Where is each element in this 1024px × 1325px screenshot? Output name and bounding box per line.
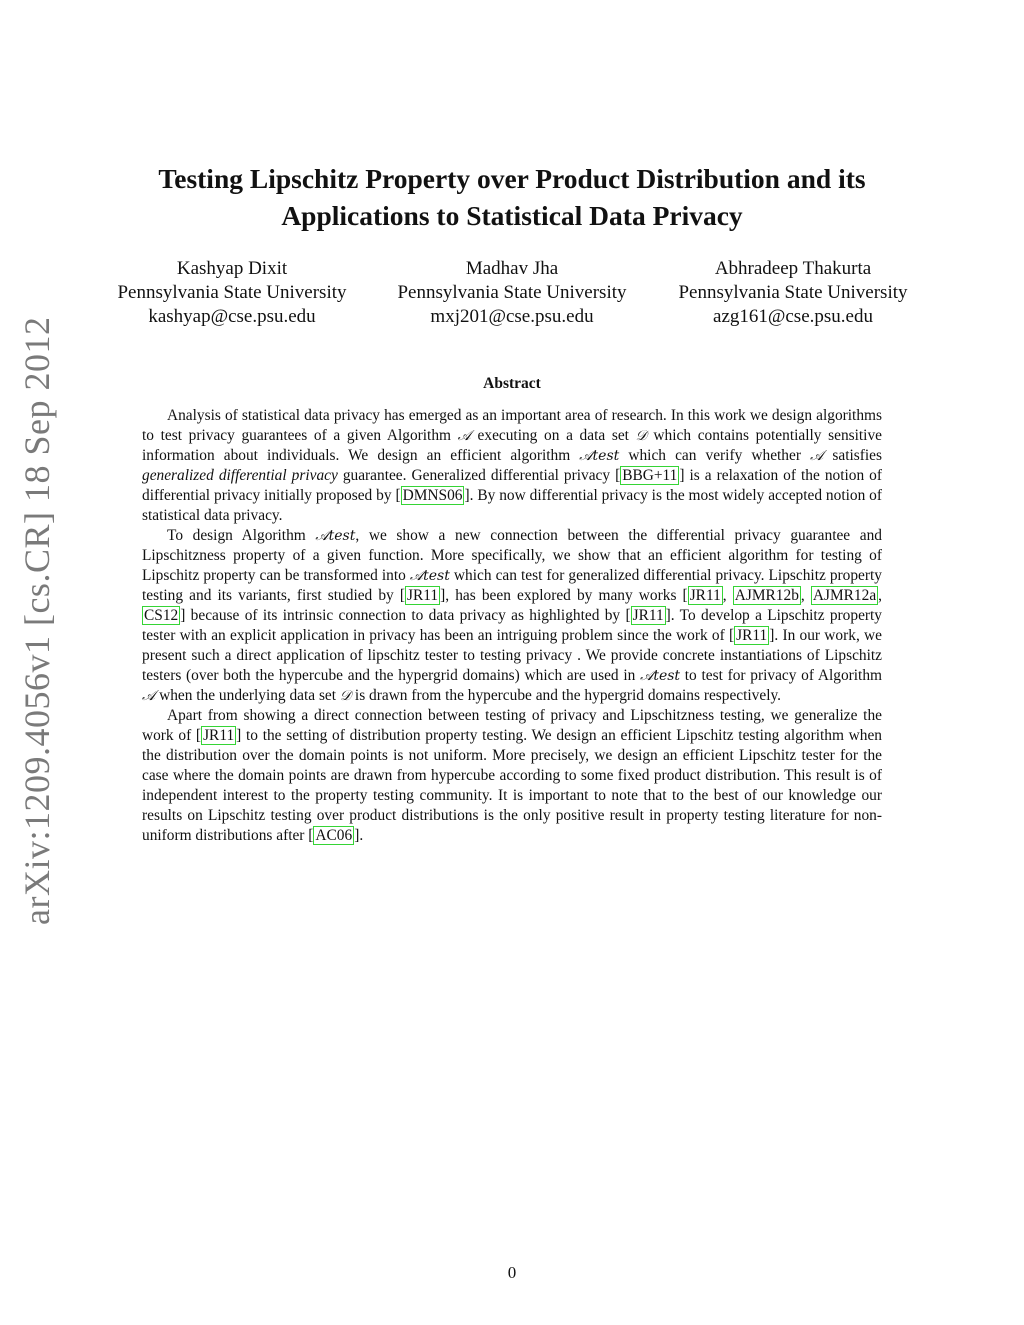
citation-link[interactable]: BBG+11 (622, 467, 678, 484)
citation-link[interactable]: AC06 (315, 827, 353, 844)
text-run: ]. In our work, we present such a direct application of lipschitz tester to testing privacy . We provide concrete instantiations of Lipschitz testers (over both the hypercube and the hypergrid domains) which are used in (142, 627, 882, 684)
text-run: ]. To develop a Lipschitz property tester with an explicit application in privacy has been an intriguing problem since the work of [ (142, 607, 882, 644)
text-run: ] to the setting of distribution property testing. We design an efficient Lipschitz testing algorithm when the distribution over the domain points is not uniform. More precisely, we design an efficient Lipschitz tester for the case where the domain points are drawn from hypercube according to some fixed product distribution. This result is of independent interest to the property testing community. It is important to note that to the best of our knowledge our results on Lipschitz testing over product distributions is the only positive result in property testing literature for non-uniform distributions after [ (142, 727, 882, 844)
math-symbol: 𝒜 (142, 688, 156, 704)
citation-link[interactable]: CS12 (144, 607, 179, 624)
text-run: ] because of its intrinsic connection to data privacy as highlighted by [ (180, 607, 631, 624)
text-run: executing on a data set (470, 427, 636, 444)
text-run: ] is a relaxation of the notion of differential privacy initially proposed by [ (142, 467, 882, 504)
author-name: Madhav Jha (465, 258, 559, 279)
text-run: , we show a new connection between the differential privacy guarantee and Lipschitzness property of a given function. More specifically, we show that an efficient algorithm for testing of Lipschitz property can be transformed into (142, 527, 882, 584)
citation-link[interactable]: JR11 (407, 587, 439, 604)
text-run: which can test for generalized differential privacy. Lipschitz property testing and its variants, first studied by [ (142, 567, 882, 604)
text-run: ], has been explored by many works [ (440, 587, 688, 604)
author-block-3 (643, 257, 943, 329)
text-run: guarantee. Generalized differential privacy [ (337, 467, 621, 484)
citation-link[interactable]: AJMR12a (812, 587, 877, 604)
citation-link[interactable]: JR11 (203, 727, 235, 744)
author-affiliation: Pennsylvania State University (397, 282, 627, 303)
text-run: To design Algorithm (167, 527, 316, 544)
abstract-paragraph-1 (142, 406, 882, 526)
math-symbol: 𝒜test (409, 568, 450, 584)
author-email: mxj201@cse.psu.edu (430, 306, 594, 327)
arxiv-identifier: arXiv:1209.4056v1 [cs.CR] 18 Sep 2012 (17, 316, 57, 925)
abstract-body (142, 406, 882, 846)
math-symbol: 𝒜test (579, 448, 620, 464)
citation-link[interactable]: JR11 (736, 627, 768, 644)
citation-link[interactable]: AJMR12b (734, 587, 799, 604)
author-affiliation: Pennsylvania State University (117, 282, 347, 303)
page-number: 0 (507, 1263, 517, 1282)
text-run: to test for privacy of Algorithm (680, 667, 883, 684)
text-run: Analysis of statistical data privacy has emerged as an important area of research. In this work we design algorithms to test privacy guarantees of a given Algorithm (142, 407, 882, 444)
author-email: kashyap@cse.psu.edu (148, 306, 316, 327)
citation-link[interactable]: JR11 (689, 587, 721, 604)
author-block-2 (362, 257, 662, 329)
math-symbol: 𝒜test (640, 668, 681, 684)
text-run: ]. By now differential privacy is the most widely accepted notion of statistical data privacy. (142, 487, 882, 524)
abstract-paragraph-3 (142, 706, 882, 846)
emphasized-term: generalized differential privacy (142, 467, 338, 484)
math-symbol: 𝒜 (457, 428, 471, 444)
text-run: is drawn from the hypercube and the hypergrid domains respectively. (351, 687, 782, 704)
text-run: which contains potentially sensitive information about individuals. We design an efficient algorithm (142, 427, 882, 464)
text-run: satisfies (823, 447, 882, 464)
author-block-1 (82, 257, 382, 329)
author-email: azg161@cse.psu.edu (713, 306, 873, 327)
text-run: Apart from showing a direct connection between testing of privacy and Lipschitzness testing, we generalize the work of [ (142, 707, 882, 744)
math-symbol: 𝒜test (315, 528, 356, 544)
author-affiliation: Pennsylvania State University (678, 282, 908, 303)
math-symbol: 𝒟 (635, 428, 647, 444)
abstract-paragraph-2: To design Algorithm 𝒜test, we show a new connection between the differential privacy guarantee and Lipschitzness property of a given function. More specifically, we show that an efficient algorithm for testing of Lipschitz property can be transformed into 𝒜test which can test for generalized differential privacy. Lipschitz property testing and its variants, first studied by [ JR11 ], has been explored by many works [ JR11 , AJMR12b , AJMR12a , CS12 ] because of its intrinsic connection to data privacy as highlighted by [ JR11 ]. To develop a Lipschitz property tester with an explicit application in privacy has been an intriguing problem since the work of [ JR11 ]. In our work, we present such a direct application of lipschitz tester to testing privacy . We provide concrete instantiations of Lipschitz testers (over both the hypercube and the hypergrid domains) which are used in 𝒜test to test for privacy of Algorithm 𝒜 when the underlying data set 𝒟 is drawn from the hypercube and the hypergrid domains respectively. (142, 527, 883, 704)
abstract-heading: Abstract (483, 375, 541, 392)
text-run: which can verify whether (619, 447, 811, 464)
author-name: Kashyap Dixit (176, 258, 288, 279)
title-line-1: Testing Lipschitz Property over Product Distribution and its (158, 163, 866, 194)
citation-link[interactable]: DMNS06 (402, 487, 463, 504)
text-run: when the underlying data set (155, 687, 340, 704)
title-line-2: Applications to Statistical Data Privacy (281, 200, 743, 231)
paper-title (100, 160, 924, 234)
math-symbol: 𝒜 (810, 448, 824, 464)
math-symbol: 𝒟 (339, 688, 352, 704)
text-run: ]. (354, 827, 364, 844)
author-name: Abhradeep Thakurta (714, 258, 872, 279)
citation-link[interactable]: JR11 (632, 607, 664, 624)
